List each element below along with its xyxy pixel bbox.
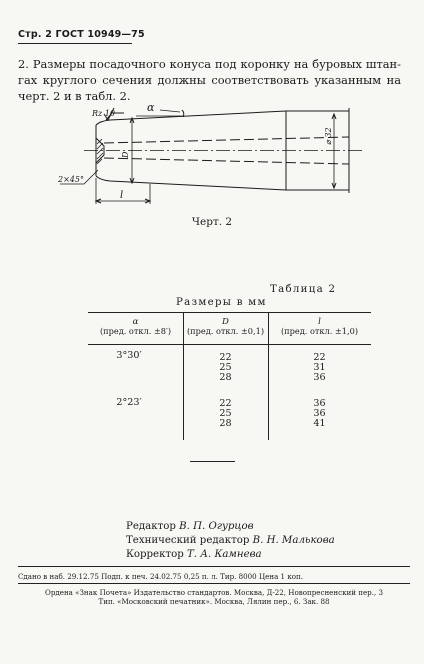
header-rule [18, 43, 132, 44]
credit-role: Редактор [126, 521, 176, 532]
chamfer-label: 2×45° [58, 175, 84, 184]
table-top-rule [88, 312, 371, 313]
l-value: 36 [313, 398, 326, 409]
l-value: 36 [313, 371, 326, 383]
separator-rule [190, 461, 235, 462]
diameter-label: ⌀ 32 [324, 127, 333, 145]
table-cell [268, 399, 371, 428]
l-value: 31 [313, 361, 326, 373]
paragraph-line: черт. 2 и в табл. 2. [18, 89, 131, 103]
alpha-value: 3°30′ [116, 350, 142, 361]
credit-editor [126, 520, 335, 534]
credits [126, 520, 335, 562]
credit-name: В. Н. Малькова [252, 535, 335, 546]
table-cell [268, 353, 371, 382]
alpha-value: 2°23′ [116, 397, 142, 408]
d-value: 22 [219, 398, 232, 409]
table-cell [183, 399, 268, 428]
col-l-symbol: l [318, 317, 321, 327]
paragraph-line: гах круглого сечения должны соответствовать указанным на [18, 73, 401, 87]
chamfer-hatch [97, 139, 103, 164]
credit-proofreader [126, 548, 335, 562]
bore-top [104, 137, 349, 143]
page-header: Стр. 2 ГОСТ 10949—75 [18, 29, 145, 40]
credit-role: Корректор [126, 549, 184, 560]
d-label: D [121, 151, 130, 158]
col-d-symbol: D [222, 317, 229, 327]
paragraph-line: 2. Размеры посадочного конуса под коронку на буровых штан- [18, 57, 401, 71]
col-l-tolerance: (пред. откл. ±1,0) [280, 326, 359, 336]
figure-caption: Черт. 2 [191, 216, 233, 228]
roughness-label: Rz 10 [92, 109, 115, 118]
angle-label: α [147, 101, 155, 114]
credit-tech-editor [126, 534, 335, 548]
publisher-line: Ордена «Знак Почета» Издательство стандартов. Москва, Д-22, Новопресненский пер., 3 [45, 588, 383, 597]
d-value: 28 [219, 371, 232, 383]
l-value: 22 [313, 352, 326, 363]
col-d-tolerance: (пред. откл. ±0,1) [186, 326, 265, 336]
dimensions-table [88, 312, 371, 439]
col-alpha-tolerance: (пред. откл. ±8′) [99, 326, 172, 336]
d-value: 28 [219, 417, 232, 429]
d-value: 22 [219, 352, 232, 363]
table-header-rule [88, 344, 371, 345]
credit-role: Технический редактор [126, 535, 250, 546]
bore-bottom [104, 158, 349, 164]
l-value: 36 [313, 407, 326, 419]
table-caption: Таблица 2 [270, 284, 337, 295]
taper-drawing [44, 100, 374, 212]
paragraph [18, 56, 401, 104]
d-value: 25 [219, 407, 232, 419]
angle-leader [160, 110, 180, 112]
table-subtitle: Размеры в мм [176, 297, 267, 308]
l-label: l [120, 190, 124, 201]
printer-line: Тип. «Московский печатник». Москва, Лялин пер., 6. Зак. 88 [98, 597, 330, 606]
table-cell [183, 353, 268, 382]
col-alpha-symbol: α [132, 317, 139, 327]
d-value: 25 [219, 361, 232, 373]
credit-name: Т. А. Камнева [187, 549, 262, 560]
l-value: 41 [313, 417, 326, 429]
printer-info [18, 588, 410, 606]
credit-name: В. П. Огурцов [179, 521, 254, 532]
publication-info: Сдано в наб. 29.12.75 Подп. к печ. 24.02.75 0,25 п. л. Тир. 8000 Цена 1 коп. [18, 572, 304, 581]
footer-rule-top [18, 566, 410, 567]
footer-rule-middle [18, 583, 410, 584]
